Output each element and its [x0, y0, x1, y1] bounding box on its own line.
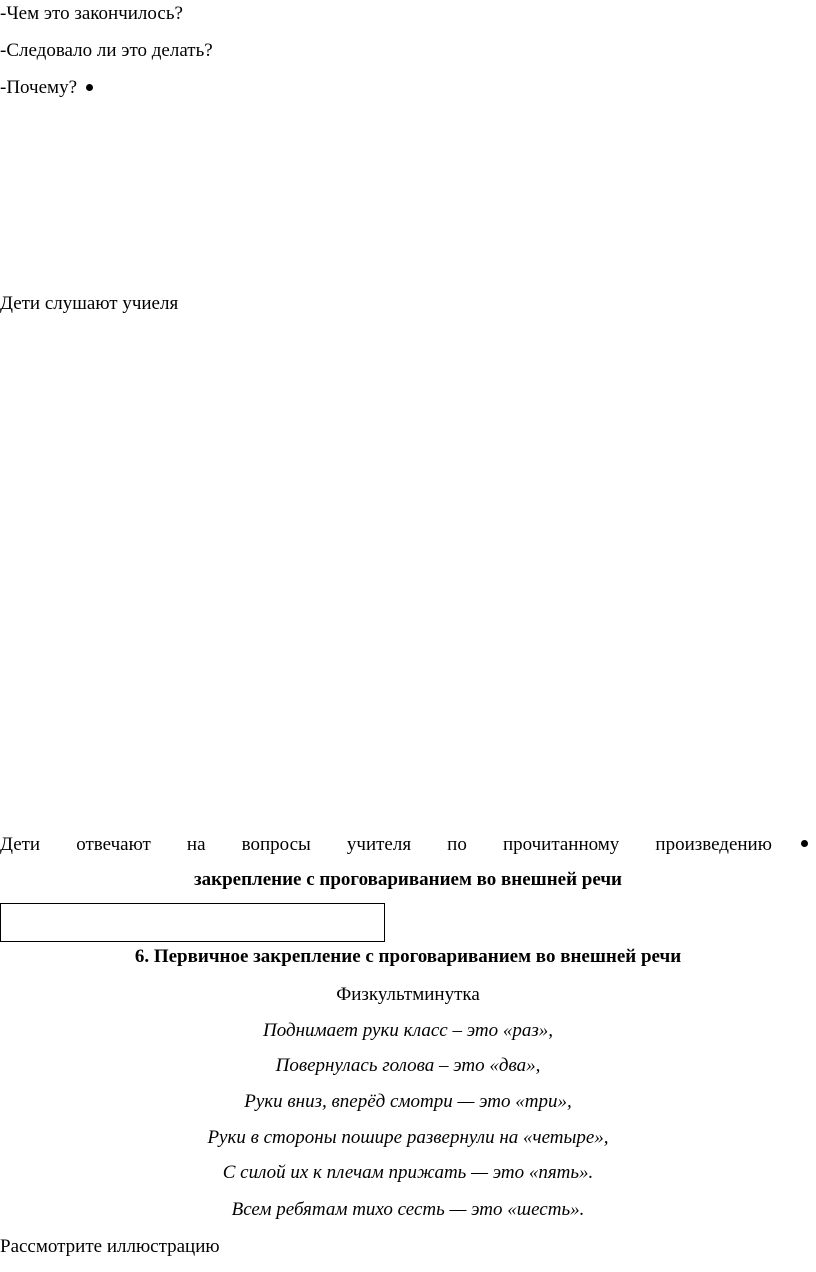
question-2: -Следовало ли это делать?: [0, 40, 213, 61]
word: Дети: [0, 834, 41, 855]
question-1: -Чем это закончилось?: [0, 3, 183, 24]
poem-line: Поднимает руки класс – это «раз»,: [262, 1020, 554, 1041]
poem-line: Повернулась голова – это «два»,: [275, 1055, 541, 1076]
poem-line: С силой их к плечам прижать — это «пять».: [222, 1162, 594, 1183]
look-at-illustration-text: Рассмотрите иллюстрацию: [0, 1236, 220, 1257]
word: на: [186, 834, 206, 855]
word: по: [447, 834, 467, 855]
children-listen-text: Дети слушают учиеля: [0, 293, 179, 314]
word: отвечают: [76, 834, 151, 855]
poem-line: Руки вниз, вперёд смотри — это «три»,: [244, 1091, 572, 1112]
children-answer-text: [0, 833, 772, 857]
word: вопросы: [241, 834, 311, 855]
word: учителя: [346, 834, 412, 855]
question-3: -Почему?: [0, 77, 78, 98]
section-heading: 6. Первичное закрепление с проговариванием во внешней речи: [134, 946, 682, 967]
word: прочитанному: [502, 834, 620, 855]
poem-line: Всем ребятам тихо сесть — это «шесть».: [231, 1199, 585, 1220]
consolidation-heading: закрепление с проговариванием во внешней речи: [194, 869, 622, 890]
word: произведению: [655, 834, 772, 855]
poem-line: Руки в стороны пошире развернули на «четыре»,: [207, 1127, 609, 1148]
empty-box: [0, 903, 385, 942]
physical-break-title: Физкультминутка: [336, 984, 480, 1005]
bullet-icon: [801, 840, 808, 847]
bullet-icon: [86, 84, 93, 91]
